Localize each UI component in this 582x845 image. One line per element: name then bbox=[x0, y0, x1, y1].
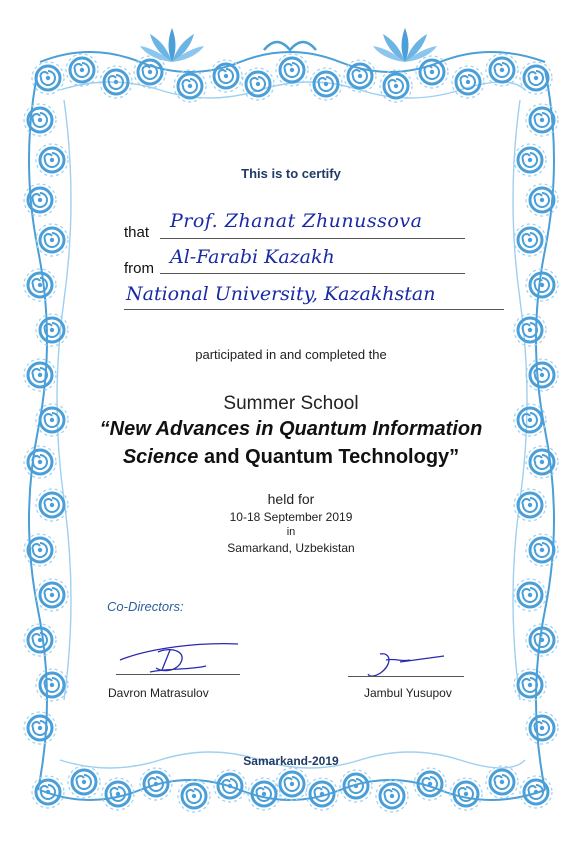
event-dates: 10-18 September 2019 bbox=[229, 510, 353, 524]
event-title-italic: Science bbox=[122, 446, 199, 468]
from-label: from bbox=[124, 260, 154, 277]
footer-place-year: Samarkand-2019 bbox=[243, 754, 339, 768]
director-1-name: Davron Matrasulov bbox=[108, 686, 209, 700]
director-2-name: Jambul Yusupov bbox=[364, 686, 452, 700]
signature-line-right bbox=[348, 676, 464, 677]
participation-text: participated in and completed the bbox=[195, 347, 387, 362]
that-underline bbox=[160, 238, 465, 239]
event-title-line-2 bbox=[0, 446, 582, 469]
signature-line-left bbox=[116, 674, 240, 675]
from-underline bbox=[160, 273, 465, 274]
certify-heading: This is to certify bbox=[241, 166, 341, 181]
event-title-rest: and Quantum Technology” bbox=[198, 446, 460, 468]
recipient-name: Prof. Zhanat Zhunussova bbox=[170, 210, 423, 232]
in-label: in bbox=[286, 526, 296, 538]
event-title-line-1: “New Advances in Quantum Information bbox=[99, 418, 483, 440]
affiliation-underline bbox=[124, 309, 504, 310]
event-location: Samarkand, Uzbekistan bbox=[227, 541, 355, 555]
held-for-label: held for bbox=[267, 491, 315, 507]
event-type: Summer School bbox=[223, 393, 359, 414]
signature-matrasulov bbox=[110, 638, 245, 678]
affiliation-line-2: National University, Kazakhstan bbox=[126, 283, 436, 305]
affiliation-line-1: Al-Farabi Kazakh bbox=[170, 246, 335, 268]
co-directors-label: Co-Directors: bbox=[107, 599, 184, 614]
that-label: that bbox=[124, 224, 150, 241]
